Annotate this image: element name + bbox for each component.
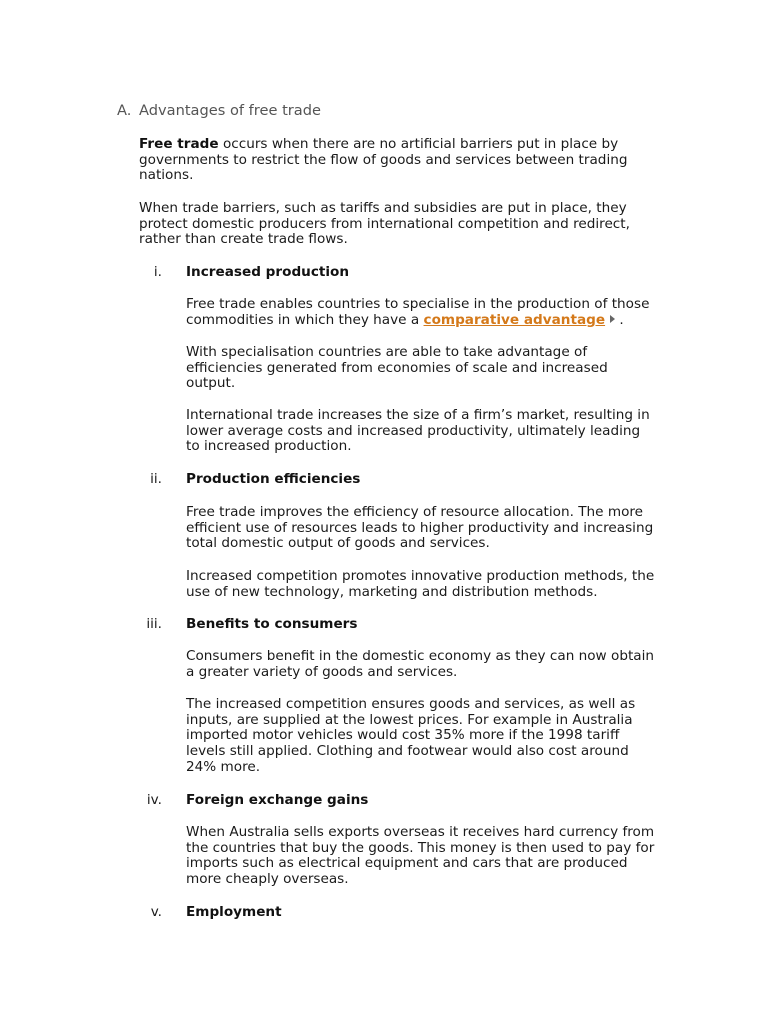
item-3-p2-line-1: The increased competition ensures goods and services, as well as bbox=[186, 696, 636, 712]
item-1-numeral: i. bbox=[153, 264, 162, 280]
item-4-p1-line-1: When Australia sells exports overseas it receives hard currency from bbox=[186, 824, 655, 840]
item-1-p3-line-2: lower average costs and increased productivity, ultimately leading bbox=[186, 422, 641, 439]
item-4-title: Foreign exchange gains bbox=[186, 792, 369, 808]
play-arrow-icon[interactable] bbox=[610, 315, 615, 323]
item-1-paragraph-2 bbox=[186, 345, 608, 392]
item-1-p3-line-1: International trade increases the size of a firm’s market, resulting in bbox=[186, 407, 650, 423]
intro-p1-line-1-text: occurs when there are no artificial barriers put in place by bbox=[218, 136, 619, 152]
item-1-p2-line-2: efficiencies generated from economies of scale and increased bbox=[186, 359, 608, 376]
item-1-paragraph-1 bbox=[186, 297, 649, 328]
item-1-p1-line-2 bbox=[186, 313, 649, 329]
item-3-p2-line-4: levels still applied. Clothing and footwear would also cost around bbox=[186, 743, 629, 760]
item-2-paragraph-2 bbox=[186, 569, 654, 600]
item-1-p1-line-2-end: . bbox=[619, 311, 624, 328]
item-1-p3-line-3: to increased production. bbox=[186, 438, 352, 455]
item-5-numeral: v. bbox=[150, 904, 162, 920]
item-2-p2-line-1: Increased competition promotes innovative production methods, the bbox=[186, 568, 655, 584]
item-2-numeral: ii. bbox=[150, 471, 162, 487]
item-3-p2-line-5: 24% more. bbox=[186, 758, 261, 775]
item-3-p1-line-1: Consumers benefit in the domestic economy as they can now obtain bbox=[186, 648, 654, 664]
intro-paragraph-1 bbox=[139, 137, 627, 184]
intro-paragraph-2 bbox=[139, 201, 630, 248]
intro-p2-line-3: rather than create trade flows. bbox=[139, 231, 348, 248]
item-2-paragraph-1 bbox=[186, 505, 653, 552]
comparative-advantage-link[interactable]: comparative advantage bbox=[423, 311, 606, 328]
intro-p2-line-1: When trade barriers, such as tariffs and subsidies are put in place, they bbox=[139, 200, 627, 216]
item-1-title: Increased production bbox=[186, 264, 350, 280]
item-3-numeral: iii. bbox=[146, 616, 162, 632]
item-4-p1-line-3: imports such as electrical equipment and cars that are produced bbox=[186, 855, 628, 872]
item-1-p2-line-3: output. bbox=[186, 375, 236, 392]
item-3-p2-line-2: inputs, are supplied at the lowest prices. For example in Australia bbox=[186, 711, 633, 728]
item-4-numeral: iv. bbox=[146, 792, 162, 808]
item-1-p1-line-2-text: commodities in which they have a bbox=[186, 311, 424, 328]
item-4-p1-line-2: the countries that buy the goods. This money is then used to pay for bbox=[186, 839, 655, 856]
intro-p1-line-2: governments to restrict the flow of goods and services between trading bbox=[139, 151, 628, 168]
item-5-title: Employment bbox=[186, 904, 282, 920]
intro-p2-line-2: protect domestic producers from international competition and redirect, bbox=[139, 215, 630, 232]
section-letter: A. bbox=[117, 102, 132, 119]
item-2-p1-line-1: Free trade improves the efficiency of resource allocation. The more bbox=[186, 504, 644, 520]
item-2-title: Production efficiencies bbox=[186, 471, 361, 487]
item-2-p2-line-2: use of new technology, marketing and distribution methods. bbox=[186, 583, 598, 600]
item-2-p1-line-2: efficient use of resources leads to higher productivity and increasing bbox=[186, 519, 654, 536]
item-2-p1-line-3: total domestic output of goods and services. bbox=[186, 535, 490, 552]
free-trade-term: Free trade bbox=[139, 136, 219, 152]
intro-p1-line-3: nations. bbox=[139, 167, 194, 184]
item-3-p2-line-3: imported motor vehicles would cost 35% more if the 1998 tariff bbox=[186, 727, 620, 744]
item-4-paragraph-1 bbox=[186, 825, 654, 888]
item-4-p1-line-4: more cheaply overseas. bbox=[186, 871, 349, 888]
item-3-paragraph-1 bbox=[186, 649, 654, 680]
intro-p1-line-1 bbox=[139, 137, 627, 153]
item-3-title: Benefits to consumers bbox=[186, 616, 358, 632]
item-3-p1-line-2: a greater variety of goods and services. bbox=[186, 663, 458, 680]
item-1-p1-line-1: Free trade enables countries to specialise in the production of those bbox=[186, 296, 650, 312]
item-1-p2-line-1: With specialisation countries are able to take advantage of bbox=[186, 344, 588, 360]
section-title: Advantages of free trade bbox=[139, 102, 321, 119]
item-1-paragraph-3 bbox=[186, 408, 650, 455]
item-3-paragraph-2 bbox=[186, 697, 635, 776]
